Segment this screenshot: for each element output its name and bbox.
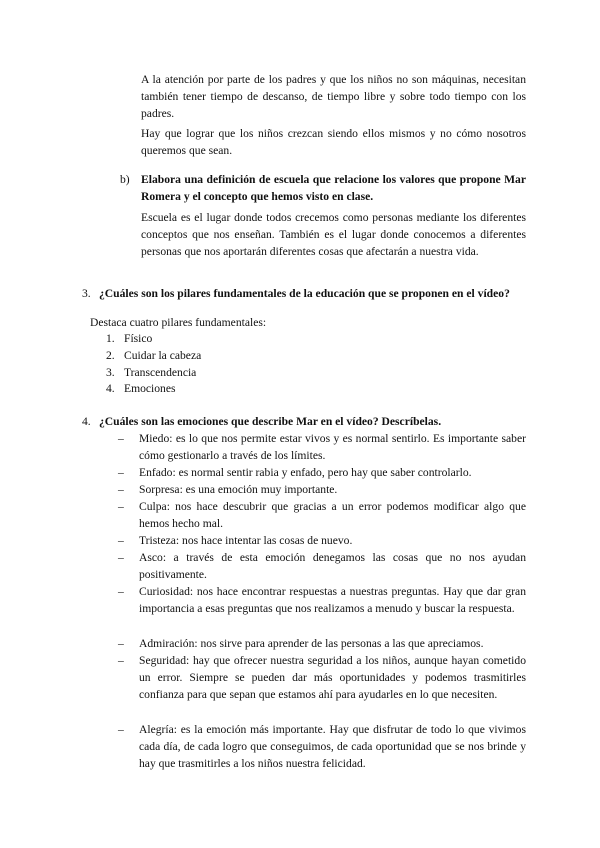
list-item: 3. Transcendencia xyxy=(106,365,197,379)
question-3-intro: Destaca cuatro pilares fundamentales: xyxy=(90,316,267,329)
pillars-list xyxy=(106,331,201,398)
question-3-title: ¿Cuáles son los pilares fundamentales de la educación que se proponen en el vídeo? xyxy=(99,287,510,300)
question-4-marker: 4. xyxy=(82,415,91,428)
part-a-paragraph-1: A la atención por parte de los padres y que los niños no son máquinas, necesitan también tener tiempo de descanso, de tiempo libre y sobre todo tiempo con los padres. xyxy=(141,73,526,120)
document-page: A la atención por parte de los padres y que los niños no son máquinas, necesitan también tener tiempo de descanso, de tiempo libre y sobre todo tiempo con los padres. Hay que lograr que los niños crezcan siendo ellos mismos y no cómo nosotros queremos que sean. b) Elabora una definición de escuela que relacione los valores que propone Mar Romera y el concepto que hemos visto en clase. Escuela es el lugar donde todos crecemos como personas mediante los diferentes conceptos que nos enseñan. También es el lugar donde conocemos a diferentes personas que nos aportarán diferentes cosas que afectarán a nuestra vida. 3. ¿Cuáles son los pilares fundamentales de la educación que se proponen en el vídeo? Destaca cuatro pilares fundamentales: 1. Físico 2. Cuidar la cabeza 3. Transcendencia 4. Emociones 4. ¿Cuáles son las emociones que describe Mar en el vídeo? Descríbelas. – Miedo: es lo que nos permite estar vivos y es normal sentirlo. Es importante saber cómo gestionarlo a través de los límites. – Enfado: es normal sentir rabia y enfado, pero hay que saber controlarlo. – Sorpresa: es una emoción muy importante. – Culpa: nos hace descubrir que gracias a un error podemos modificar algo que hemos hecho mal. – Tristeza: nos hace intentar las cosas de nuevo. – Asco: a través de esta emoción denegamos las cosas que no nos ayudan positivamente. – Curiosidad: nos hace encontrar respuestas a nuestras preguntas. Hay que dar gran importancia a esas preguntas que nos realizamos a menudo y buscar la respuesta. – Admiración: nos sirve para aprender de las personas a las que apreciamos. – Seguridad: hay que ofrecer nuestra seguridad a los niños, aunque hayan cometido un error. Siempre se pueden dar más oportunidades y podemos trasmitirles confianza para que sepan que estamos ahí para ayudarles en lo que necesiten. – Alegría: es la emoción más importante. Hay que disfrutar de todo lo que vivimos cada día, de cada logro que conseguimos, de cada oportunidad que se nos brinde y hay que trasmitirles a los niños nuestra felicidad. xyxy=(82,73,526,770)
question-3-marker: 3. xyxy=(82,287,91,300)
list-item: 1. Físico xyxy=(106,332,153,345)
part-b-question: Elabora una definición de escuela que relacione los valores que propone Mar Romera y el concepto que hemos visto en clase. xyxy=(141,173,526,203)
question-4-title: ¿Cuáles son las emociones que describe Mar en el vídeo? Descríbelas. xyxy=(99,415,442,428)
part-a-paragraph-2: Hay que lograr que los niños crezcan siendo ellos mismos y no cómo nosotros queremos que sean. xyxy=(141,127,526,157)
list-item: 4. Emociones xyxy=(106,382,176,396)
list-item: 2. Cuidar la cabeza xyxy=(106,348,202,362)
part-b-answer: Escuela es el lugar donde todos crecemos como personas mediante los diferentes conceptos que nos enseñan. También es el lugar donde conocemos a diferentes personas que nos aportarán diferentes cosas que afectarán a nuestra vida. xyxy=(141,211,526,258)
part-b-marker: b) xyxy=(120,173,130,186)
